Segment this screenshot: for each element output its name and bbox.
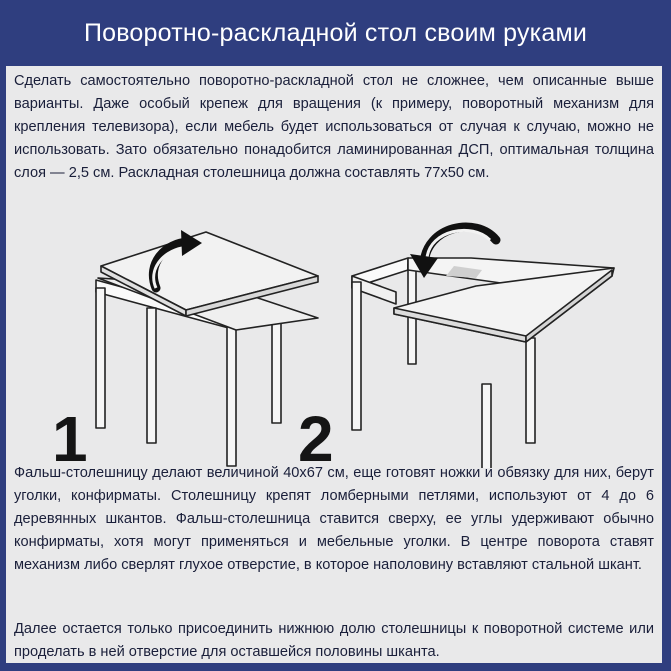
table-1-drawing: [96, 232, 318, 466]
step-2-label: 2: [298, 403, 334, 468]
step-1-label: 1: [52, 403, 88, 468]
page-title: Поворотно-раскладной стол своим руками: [83, 18, 588, 47]
paragraph-intro: Сделать самостоятельно поворотно-раскладной стол не сложнее, чем описанные выше варианты. Даже особый крепеж для вращения (к примеру, поворотный механизм для крепления телевизора), если мебель будет использоваться от случая к случаю, можно не использовать. Зато обязательно понадобится ламинированная ДСП, оптимальная толщина слоя — 2,5 см. Раскладная столешница должна составлять 77х50 см.: [14, 73, 654, 181]
paragraph-final: Далее остается только присоединить нижнюю долю столешницы к поворотной системе или проделать в ней отверстие для оставшейся половины шканта.: [14, 621, 654, 660]
table-illustration: [6, 218, 662, 468]
paragraph-assembly: Фальш-столешницу делают величиной 40х67 см, еще готовят ножки и обвязку для них, берут уголки, конфирматы. Столешницу крепят ломберными петлями, используют от 4 до 6 деревянных шкантов. Фальш-столешница ставится сверху, ее углы удерживают обычно конфирматы, хотя могут применяться и мебельные уголки. В центре поворота ставят механизм либо сверлят глухое отверстие, в которое наполовину вставляют стальной шкант.: [14, 465, 654, 573]
table-2-drawing: [352, 258, 614, 468]
content-panel: [6, 66, 662, 663]
